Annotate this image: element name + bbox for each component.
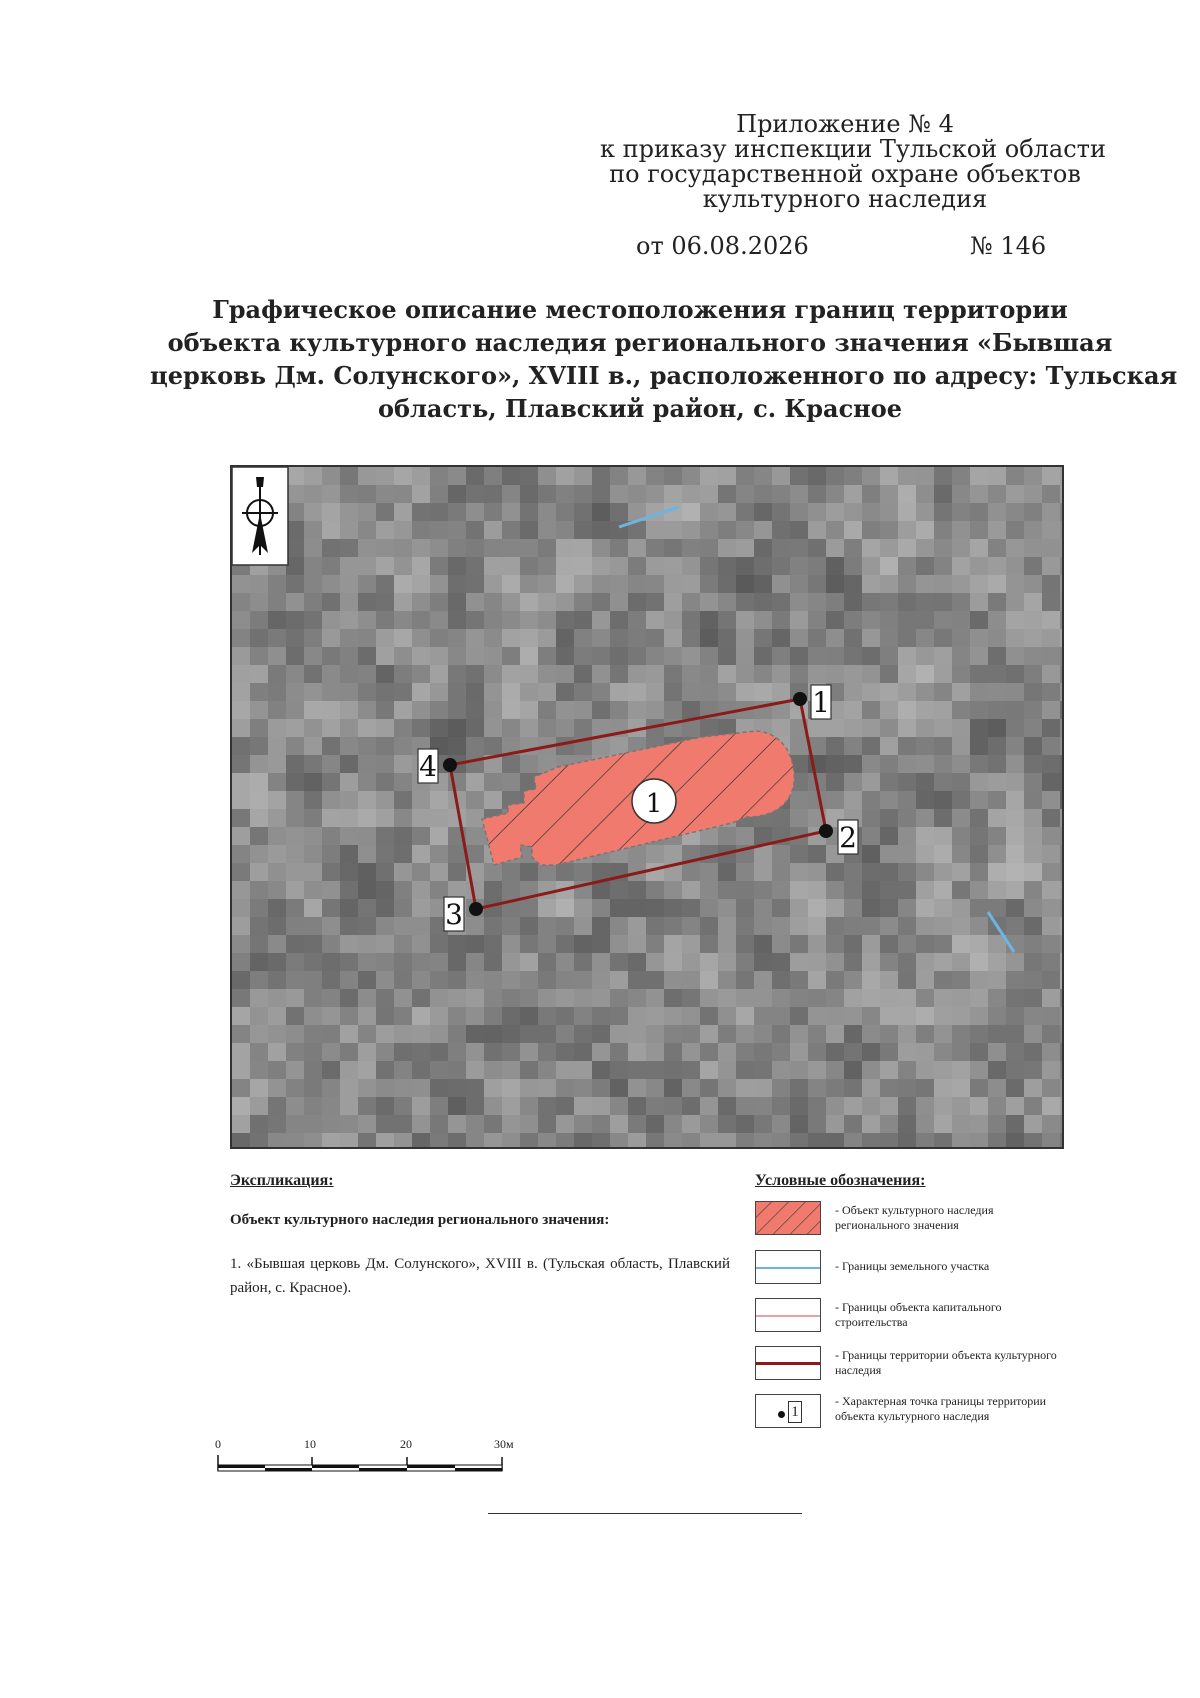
legend-item-land-plot: [755, 1250, 1085, 1290]
vertex-label-1: [811, 685, 831, 719]
vertex-label-4: [418, 749, 438, 783]
map-frame: [230, 465, 1064, 1149]
explication-heading: Экспликация:: [230, 1172, 334, 1189]
legend-label: - Объект культурного наследия регионального значения: [835, 1203, 994, 1232]
title-line: объекта культурного наследия регионального значения «Бывшая: [167, 328, 1113, 357]
appendix-line: культурного наследия: [702, 185, 988, 213]
order-number: № 146: [970, 232, 1047, 260]
legend-swatch: [755, 1201, 821, 1235]
legend-swatch: [755, 1346, 821, 1380]
legend-item-heritage-object: [755, 1201, 1085, 1241]
vertex-dot-icon: [778, 1411, 785, 1418]
legend-label: - Границы земельного участка: [835, 1259, 990, 1273]
scale-tick-label: 0: [215, 1437, 221, 1451]
appendix-line: к приказу инспекции Тульской области: [600, 135, 1106, 163]
vertex-number: 3: [445, 898, 463, 931]
explication-subtitle: Объект культурного наследия регионального значения:: [230, 1212, 610, 1228]
legend-label: - Характерная точка границы территории объекта культурного наследия: [835, 1394, 1047, 1423]
vertex-number: 4: [419, 750, 437, 783]
legend-item-boundary-point: [755, 1394, 1085, 1450]
boundary-vertex: [793, 692, 807, 706]
object-number: 1: [645, 789, 663, 819]
scale-tick-label: 10: [304, 1437, 316, 1451]
explication-item: 1. «Бывшая церковь Дм. Солунского», XVIII в. (Тульская область, Плавский район, с. Красное).: [230, 1256, 730, 1296]
boundary-vertex: [443, 758, 457, 772]
scale-bar-graphic: [212, 1453, 522, 1477]
map-svg: [232, 467, 1062, 1147]
legend-point-number: 1: [788, 1401, 802, 1423]
document-title: [150, 293, 1178, 425]
legend-item-capital-construction: [755, 1298, 1085, 1338]
order-date: от 06.08.2026: [636, 232, 809, 260]
boundary-vertex: [819, 824, 833, 838]
vertex-label-2: [838, 820, 858, 854]
boundary-vertex: [469, 902, 483, 916]
title-line: область, Плавский район, с. Красное: [377, 394, 903, 423]
legend-item-territory-boundary: [755, 1346, 1085, 1386]
legend-swatch: [755, 1250, 821, 1284]
legend-heading: Условные обозначения:: [755, 1172, 926, 1189]
scale-tick-label: 30м: [494, 1437, 514, 1451]
scale-bar: [212, 1437, 522, 1477]
vertex-number: 1: [812, 686, 830, 719]
bottom-rule: [488, 1513, 802, 1514]
legend-swatch: [755, 1394, 821, 1428]
appendix-header: [600, 110, 1106, 213]
title-line: церковь Дм. Солунского», XVIII в., расположенного по адресу: Тульская: [150, 361, 1178, 390]
vertex-number: 2: [839, 821, 857, 854]
appendix-line: Приложение № 4: [736, 110, 954, 138]
legend-swatch: [755, 1298, 821, 1332]
appendix-line: по государственной охране объектов: [609, 160, 1081, 188]
north-arrow-icon: [232, 467, 288, 565]
legend-label: - Границы объекта капитального строительства: [835, 1300, 1002, 1329]
vertex-label-3: [444, 897, 464, 931]
legend-label: - Границы территории объекта культурного наследия: [835, 1348, 1057, 1377]
title-line: Графическое описание местоположения границ территории: [212, 295, 1068, 324]
scale-tick-label: 20: [400, 1437, 412, 1451]
